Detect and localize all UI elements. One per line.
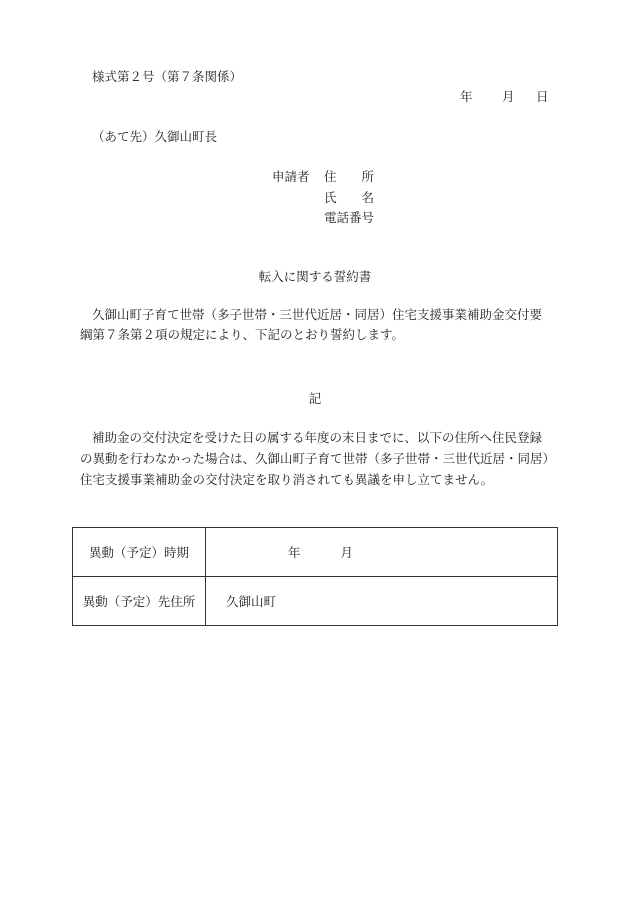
intro-paragraph: 久御山町子育て世帯（多子世帯・三世代近居・同居）住宅支援事業補助金交付要綱第７条第２項の規定により、下記のとおり誓約します。 — [80, 307, 543, 342]
phone-label: 電話番号 — [324, 210, 375, 225]
date-month-label: 月 — [502, 89, 515, 104]
document-title: 転入に関する誓約書 — [258, 269, 372, 284]
address-label: 住 所 — [324, 169, 375, 184]
pledge-paragraph: 補助金の交付決定を受けた日の属する年度の末日までに、以下の住所へ住民登録の異動を行わなかった場合は、久御山町子育て世帯（多子世帯・三世代近居・同居）住宅支援事業補助金の交付決定を取り消されても異議を申し立てません。 — [80, 430, 549, 487]
transfer-address-label: 異動（予定）先住所 — [73, 577, 206, 626]
ki-heading: 記 — [308, 391, 322, 406]
name-label: 氏 名 — [324, 190, 375, 205]
transfer-date-value[interactable] — [206, 528, 558, 577]
date-year-label: 年 — [460, 89, 473, 104]
addressee: （あて先）久御山町長 — [92, 129, 218, 144]
table-row — [73, 528, 558, 577]
transfer-info-table — [72, 527, 558, 626]
applicant-label: 申請者 — [272, 169, 310, 184]
date-day-label: 日 — [536, 89, 549, 104]
transfer-month-label: 月 — [340, 545, 354, 560]
transfer-date-label: 異動（予定）時期 — [73, 528, 206, 577]
transfer-address-value[interactable]: 久御山町 — [206, 577, 558, 626]
transfer-year-label: 年 — [288, 545, 301, 560]
form-number: 様式第２号（第７条関係） — [92, 69, 243, 84]
table-row — [73, 577, 558, 626]
